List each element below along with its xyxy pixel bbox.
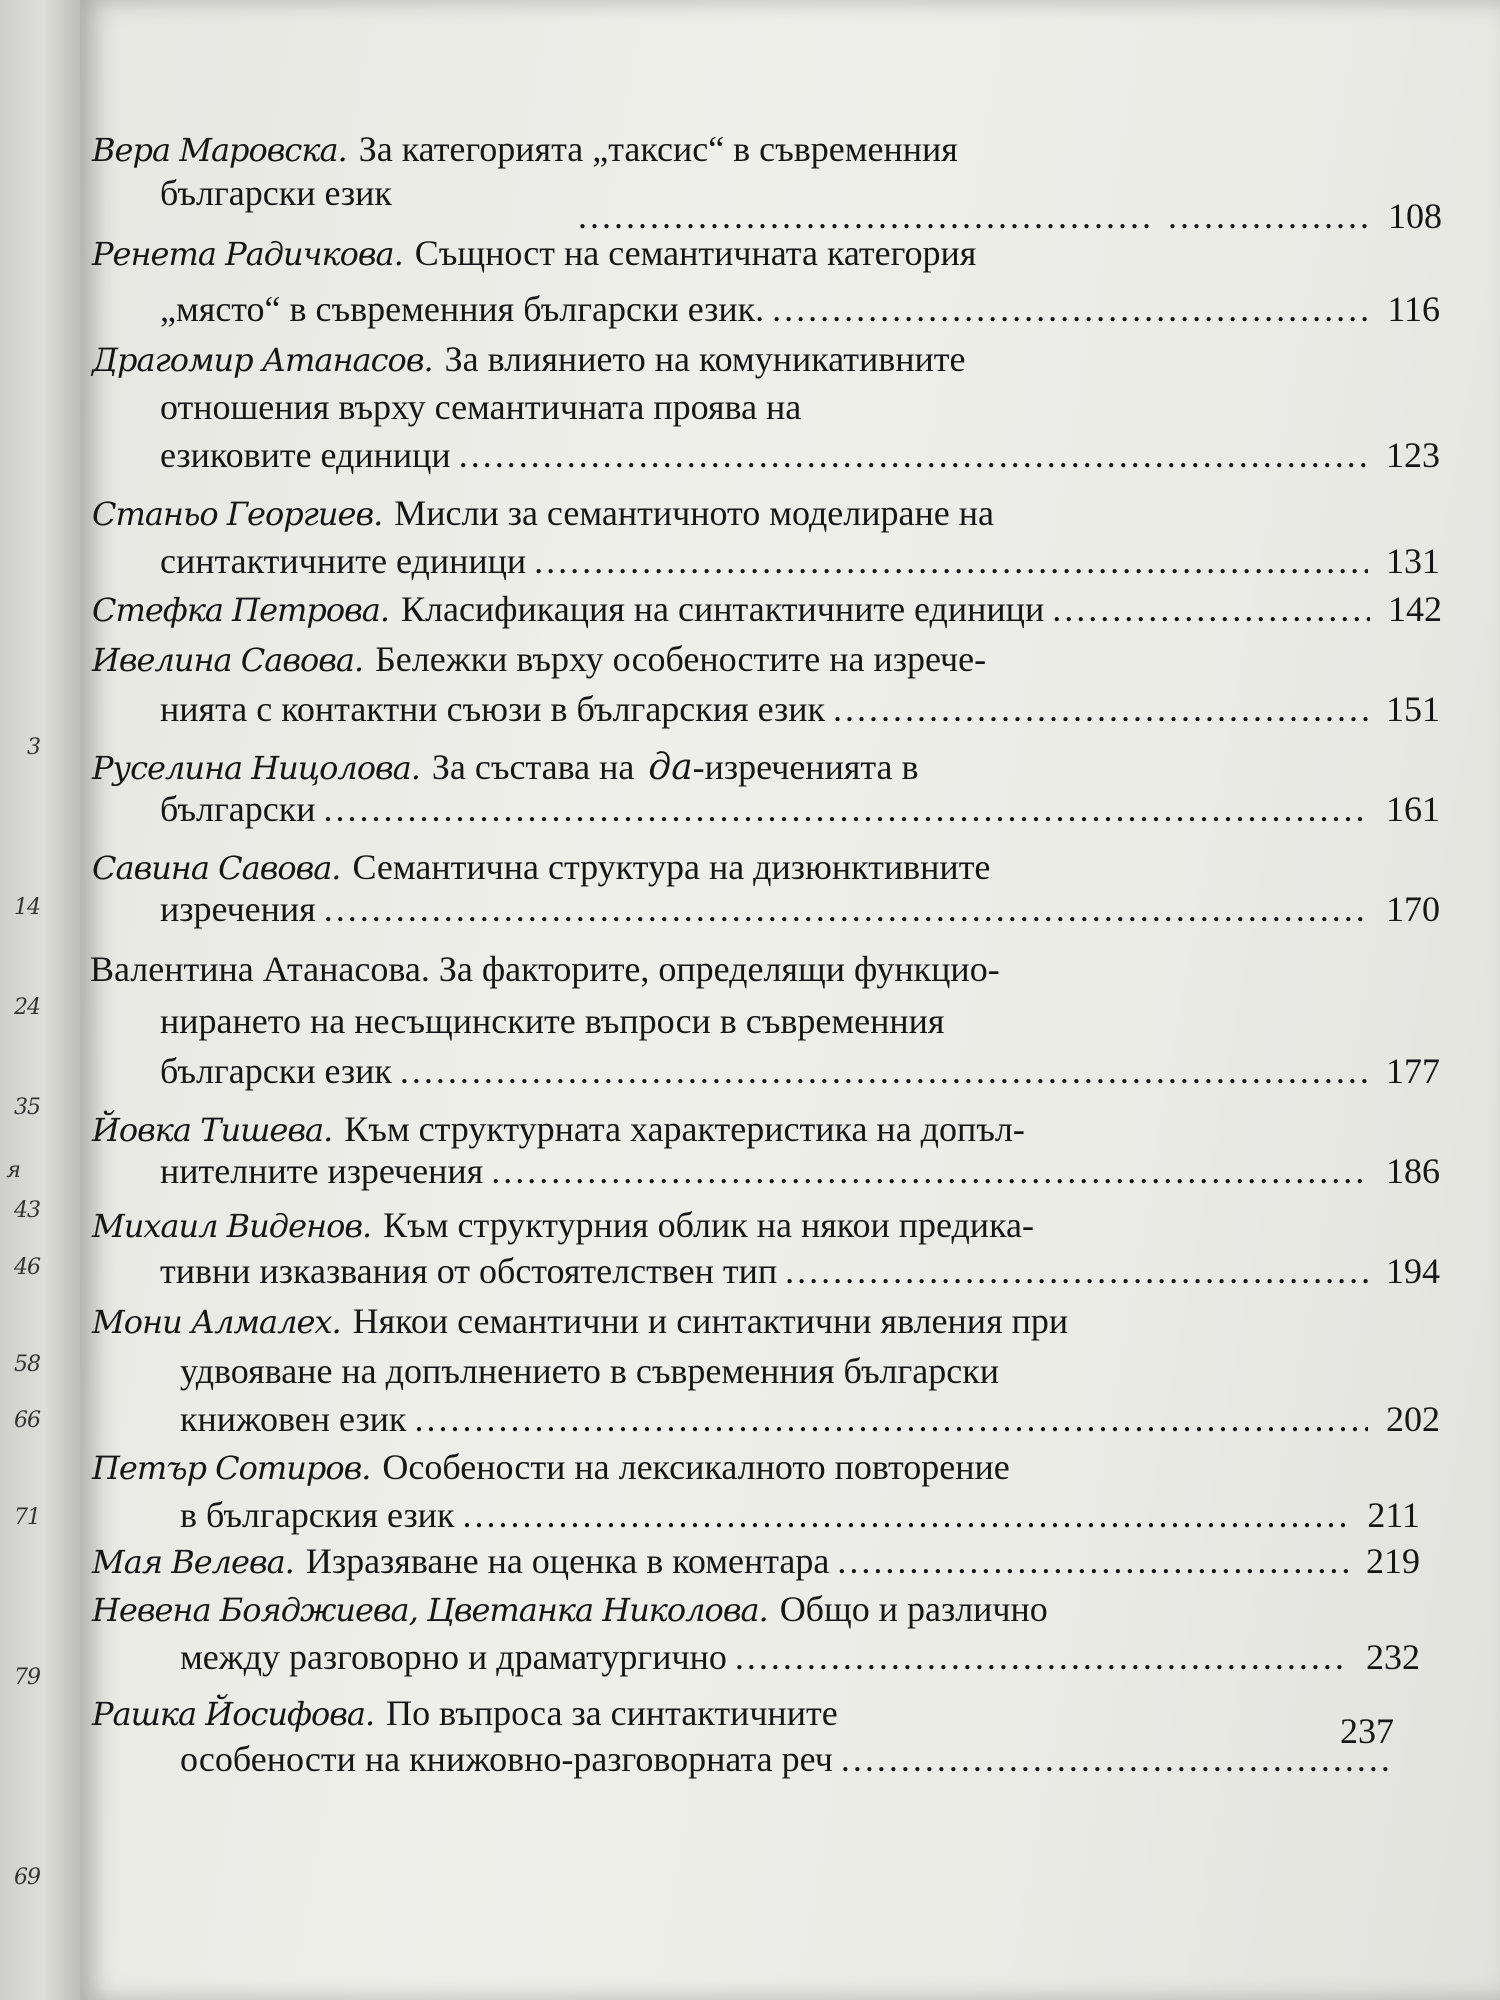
leader-dots (841, 1738, 1392, 1780)
table-of-contents (80, 0, 1500, 2000)
facing-page-number: 46 (14, 1255, 40, 1280)
leader-dots (833, 688, 1368, 730)
toc-title: „място“ в съвременния български език. (160, 289, 765, 329)
toc-entry-line (160, 888, 1440, 934)
toc-title: Особености на лексикалното повторение (382, 1447, 1010, 1487)
toc-title: Същност на семантичната категория (414, 233, 977, 273)
toc-entry-line (160, 1150, 1440, 1196)
toc-author: Йовка Тишева. (92, 1111, 333, 1149)
toc-entry-line (160, 1000, 1440, 1046)
toc-entry-line (92, 128, 1092, 174)
toc-entry-line (160, 288, 1440, 334)
toc-title: нителните изречения (160, 1151, 484, 1191)
toc-entry-line (180, 1350, 1440, 1396)
toc-title: книжовен език (180, 1399, 407, 1439)
leader-dots (735, 1636, 1348, 1678)
toc-entry-line (160, 434, 1440, 480)
toc-author: Невена Бояджиева, Цветанка Николова. (92, 1591, 768, 1629)
toc-title: Изразяване на оценка в коментара (305, 1541, 830, 1581)
toc-title: нирането на несъщинските въпроси в съвременния (160, 1001, 945, 1041)
toc-title: За влиянието на комуникативните (444, 339, 966, 379)
leader-dots (534, 540, 1368, 582)
facing-page-number: 43 (14, 1198, 40, 1223)
toc-page-number: 116 (1387, 289, 1440, 329)
leader-dots (323, 788, 1368, 830)
toc-page-number: 177 (1386, 1051, 1440, 1091)
toc-page-number: 186 (1386, 1151, 1440, 1191)
toc-author: Руселина Ницолова. (92, 749, 420, 787)
toc-title: български език (160, 1051, 392, 1091)
toc-page-number: 202 (1386, 1399, 1440, 1439)
leader-dots (414, 1398, 1368, 1440)
toc-title: Класификация на синтактичните единици (400, 589, 1045, 629)
toc-page-number: 194 (1386, 1251, 1440, 1291)
leader-dots (1052, 588, 1370, 630)
leader-dots (578, 195, 1152, 237)
leader-dots (324, 888, 1368, 930)
toc-author: Драгомир Атанасов. (92, 341, 433, 379)
toc-entry-line (92, 846, 1392, 892)
toc-author: Стефка Петрова. (92, 591, 389, 629)
toc-page-number: 170 (1386, 889, 1440, 929)
toc-entry-line (92, 588, 1442, 634)
toc-title-italic: да (648, 747, 693, 788)
toc-entry-line (160, 1050, 1440, 1096)
toc-title: Мисли за семантичното моделиране на (394, 493, 994, 533)
toc-title: синтактичните единици (160, 541, 527, 581)
facing-page-number: я (6, 1158, 20, 1183)
toc-title: тивни изказвания от обстоятелствен тип (160, 1251, 778, 1291)
toc-title: български език (160, 173, 392, 213)
toc-entry-line (92, 492, 1292, 538)
toc-title: езиковите единици (160, 435, 451, 475)
leader-dots (1168, 195, 1370, 237)
toc-title: български (160, 789, 316, 829)
facing-page-number: 71 (14, 1505, 40, 1530)
facing-page-number: 79 (14, 1665, 40, 1690)
toc-entry-line (1330, 1710, 1420, 1756)
toc-page-number: 123 (1386, 435, 1440, 475)
toc-author: Михаил Виденов. (92, 1207, 372, 1245)
leader-dots (459, 434, 1368, 476)
toc-title: -изреченията в (692, 747, 919, 787)
toc-title: изречения (160, 889, 316, 929)
toc-entry-line (92, 1540, 1420, 1586)
toc-author: Вера Маровска. (92, 131, 347, 169)
book-page (80, 0, 1500, 2000)
toc-entry-line (160, 788, 1440, 834)
toc-entry-line (92, 1446, 1392, 1492)
toc-title: Общо и различно (779, 1589, 1048, 1629)
toc-title: в българския език (180, 1495, 455, 1535)
toc-title: Към структурния облик на някои предика- (383, 1205, 1034, 1245)
toc-page-number: 219 (1366, 1541, 1420, 1581)
toc-author: Петър Сотиров. (92, 1449, 371, 1487)
leader-dots (491, 1150, 1368, 1192)
toc-entry-line (180, 1738, 1400, 1784)
toc-title: между разговорно и драматургично (180, 1637, 727, 1677)
toc-author: Ренета Радичкова. (92, 235, 403, 273)
facing-page-number: 35 (14, 1095, 40, 1120)
toc-entry-line (92, 338, 1292, 384)
leader-dots (772, 288, 1368, 330)
toc-author: Рашка Йосифова. (92, 1695, 375, 1733)
toc-title: особености на книжовно-разговорната реч (180, 1739, 833, 1779)
toc-author: Савина Савова. (92, 849, 341, 887)
toc-title: По въпроса за синтактичните (386, 1693, 838, 1733)
toc-title: Бележки върху особеностите на изрече- (375, 639, 987, 679)
toc-entry-line (180, 1636, 1420, 1682)
toc-entry-line (90, 948, 1390, 994)
toc-entry-line (92, 1692, 1392, 1738)
toc-title: удвояване на допълнението в съвременния български (180, 1351, 999, 1391)
toc-title: отношения върху семантичната проява на (160, 387, 802, 427)
facing-page-edge (0, 0, 80, 2000)
toc-title: Семантична структура на дизюнктивните (352, 847, 991, 887)
toc-page-number: 211 (1367, 1495, 1420, 1535)
leader-dots (837, 1540, 1348, 1582)
toc-entry-line (92, 1108, 1392, 1154)
toc-entry-line (92, 1588, 1392, 1634)
toc-page-number: 151 (1386, 689, 1440, 729)
toc-entry-line (92, 638, 1392, 684)
toc-page-number: 131 (1386, 541, 1440, 581)
facing-page-number: 3 (27, 735, 40, 760)
facing-page-number: 24 (14, 995, 40, 1020)
toc-author: Мони Алмалех. (92, 1303, 341, 1341)
facing-page-number: 66 (14, 1408, 40, 1433)
toc-author: Мая Велева. (92, 1543, 294, 1581)
toc-title: Валентина Атанасова. За факторите, определящи функцио- (90, 949, 1000, 989)
toc-entry-line (160, 688, 1440, 734)
toc-entry-line (92, 232, 1292, 278)
facing-page-number: 58 (14, 1352, 40, 1377)
toc-entry-line (160, 1250, 1440, 1296)
toc-entry-line (92, 746, 1292, 792)
toc-title: За състава на (431, 747, 635, 787)
toc-page-number: 142 (1388, 589, 1442, 629)
toc-page-number: 108 (1388, 196, 1442, 236)
toc-page-number: 232 (1366, 1637, 1420, 1677)
facing-page-number: 69 (14, 1865, 40, 1890)
toc-entry-line (180, 1494, 1420, 1540)
toc-title: За категорията „таксис“ в съвременния (358, 129, 958, 169)
toc-entry-line (160, 540, 1440, 586)
leader-dots (785, 1250, 1368, 1292)
leader-dots (400, 1050, 1368, 1092)
toc-entry-line (160, 386, 1360, 432)
toc-title: нията с контактни съюзи в българския език (160, 689, 825, 729)
toc-entry-line (92, 1300, 1392, 1346)
leader-dots (462, 1494, 1348, 1536)
toc-title: Към структурната характеристика на допъл- (344, 1109, 1025, 1149)
toc-title: Някои семантични и синтактични явления при (352, 1301, 1069, 1341)
toc-page-number: 161 (1386, 789, 1440, 829)
toc-entry-line (92, 1204, 1392, 1250)
toc-page-number: 237 (1340, 1711, 1394, 1751)
facing-page-number: 14 (14, 895, 40, 920)
toc-entry-line (180, 1398, 1440, 1444)
toc-author: Станьо Георгиев. (92, 495, 383, 533)
toc-author: Ивелина Савова. (92, 641, 364, 679)
